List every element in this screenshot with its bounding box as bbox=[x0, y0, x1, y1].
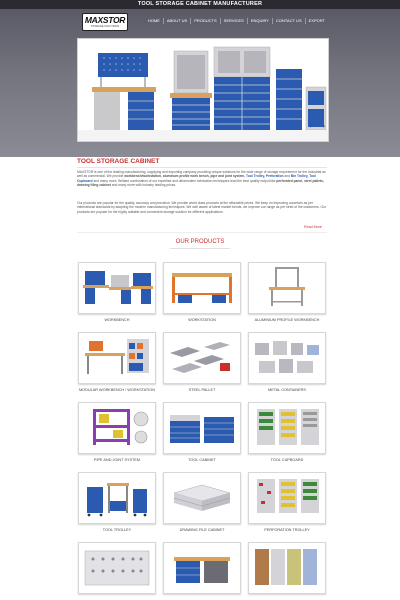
product-label: TOOL TROLLEY bbox=[102, 528, 132, 532]
product-image bbox=[248, 472, 326, 524]
product-card-mobile-workbench[interactable] bbox=[163, 542, 241, 600]
intro-text: and many more. Brilliant combination of our expertise and ultramodern fabrication techniques lead the best quality output like bbox=[92, 178, 277, 183]
hero-slider[interactable] bbox=[77, 38, 329, 142]
slider-next-button[interactable]: › bbox=[322, 123, 326, 130]
nav-products[interactable]: PRODUCTS bbox=[191, 18, 220, 24]
product-card-tool-cabinet[interactable] bbox=[163, 402, 241, 472]
product-image bbox=[248, 542, 326, 594]
product-label: METAL CONTAINERS bbox=[268, 388, 306, 392]
section-separator bbox=[77, 232, 327, 233]
product-label: PERFORATION TROLLEY bbox=[264, 528, 310, 532]
intro-products-list: perforated panel, steel pallets, drawing filing cabinet bbox=[77, 178, 324, 188]
product-card-pipe-and-joint-system[interactable] bbox=[78, 402, 156, 472]
intro-paragraph-2: Our products are popular for the quality, accuracy and precision. We provide world class products at the affordable prices. We keep on improving ourselves as per international standards by adopting the modern manufacturing techniques. We well aware of latest market trends, we improve our range as per need of the customers. Our products are popular for the highly suitable and convenient storage solution for different applications. bbox=[77, 201, 326, 214]
product-label: TOOL CUPBOARD bbox=[270, 458, 304, 462]
product-image bbox=[163, 542, 241, 594]
product-image bbox=[248, 332, 326, 384]
intro-products-list: workbench/workstation, aluminum profile work bench, pipe and joint system, bbox=[124, 174, 247, 179]
product-image bbox=[78, 542, 156, 594]
product-label: DRAWING FILE CABINET bbox=[179, 528, 225, 532]
product-image bbox=[163, 472, 241, 524]
product-label: TOOL CABINET bbox=[188, 458, 216, 462]
product-card-workstation[interactable] bbox=[163, 262, 241, 332]
nav-contact-us[interactable]: CONTACT US bbox=[273, 18, 306, 24]
product-card-storage-cabinets[interactable] bbox=[248, 542, 326, 600]
product-label: WORKSTATION bbox=[188, 318, 216, 322]
product-image bbox=[78, 472, 156, 524]
product-image bbox=[248, 262, 326, 314]
top-banner bbox=[0, 0, 400, 9]
product-card-drawing-file-cabinet[interactable] bbox=[163, 472, 241, 542]
intro-link-bin-trolley[interactable]: Bin Trolley, Tool Cupboard bbox=[77, 174, 316, 183]
product-card-steel-pallet[interactable] bbox=[163, 332, 241, 402]
main-nav bbox=[145, 18, 328, 24]
nav-home[interactable]: HOME bbox=[145, 18, 164, 24]
product-card-perforated-panel[interactable] bbox=[78, 542, 156, 600]
nav-enquiry[interactable]: ENQUIRY bbox=[248, 18, 273, 24]
intro-link-tool-trolley[interactable]: Tool Trolley, Perforation bbox=[246, 174, 284, 179]
product-image bbox=[163, 332, 241, 384]
product-label: PIPE AND JOINT SYSTEM bbox=[93, 458, 141, 462]
product-image bbox=[78, 262, 156, 314]
product-card-tool-trolley[interactable] bbox=[78, 472, 156, 542]
logo-subtext: STORAGE SOLUTIONS bbox=[90, 25, 120, 28]
logo-text: MAXSTOR bbox=[84, 15, 126, 25]
products-title-underline bbox=[170, 248, 230, 249]
site-header bbox=[0, 9, 400, 35]
product-label: ALUMINIUM PROFILE WORKBENCH bbox=[254, 318, 320, 322]
top-banner-title: TOOL STORAGE CABINET MANUFACTURER bbox=[137, 1, 263, 7]
product-label: MODULAR WORKBENCH / WORKSTATION bbox=[78, 388, 155, 392]
hero-cabinets-image bbox=[78, 39, 329, 142]
nav-services[interactable]: SERVICES bbox=[221, 18, 248, 24]
products-grid bbox=[78, 262, 326, 600]
product-image bbox=[163, 402, 241, 454]
nav-about-us[interactable]: ABOUT US bbox=[164, 18, 191, 24]
product-image bbox=[78, 332, 156, 384]
product-label: WORKBENCH bbox=[104, 318, 130, 322]
site-logo[interactable] bbox=[82, 13, 128, 31]
intro-text: and bbox=[283, 174, 291, 179]
products-title: OUR PRODUCTS bbox=[175, 239, 225, 245]
product-card-tool-cupboard[interactable] bbox=[248, 402, 326, 472]
intro-divider bbox=[77, 167, 327, 168]
product-image bbox=[78, 402, 156, 454]
intro-text: MAXSTOR is one of the leading manufacturing, supplying and exporting company providing unique solutions for the wide range of storage requirement for the industrial as well as commercial. We provide bbox=[77, 170, 326, 179]
slider-prev-button[interactable]: ‹ bbox=[308, 123, 312, 130]
product-card-metal-containers[interactable] bbox=[248, 332, 326, 402]
intro-text: and many more with industry leading prices. bbox=[110, 183, 177, 188]
product-card-workbench[interactable] bbox=[78, 262, 156, 332]
product-card-modular-workbench[interactable] bbox=[78, 332, 156, 402]
read-more-link[interactable]: Read More bbox=[304, 225, 322, 229]
product-image bbox=[163, 262, 241, 314]
nav-export[interactable]: EXPORT bbox=[308, 18, 325, 23]
intro-paragraph-1 bbox=[77, 170, 327, 188]
intro-title: TOOL STORAGE CABINET bbox=[77, 158, 160, 165]
product-card-perforation-trolley[interactable] bbox=[248, 472, 326, 542]
product-label: STEEL PALLET bbox=[188, 388, 216, 392]
product-card-aluminium-profile-workbench[interactable] bbox=[248, 262, 326, 332]
product-image bbox=[248, 402, 326, 454]
